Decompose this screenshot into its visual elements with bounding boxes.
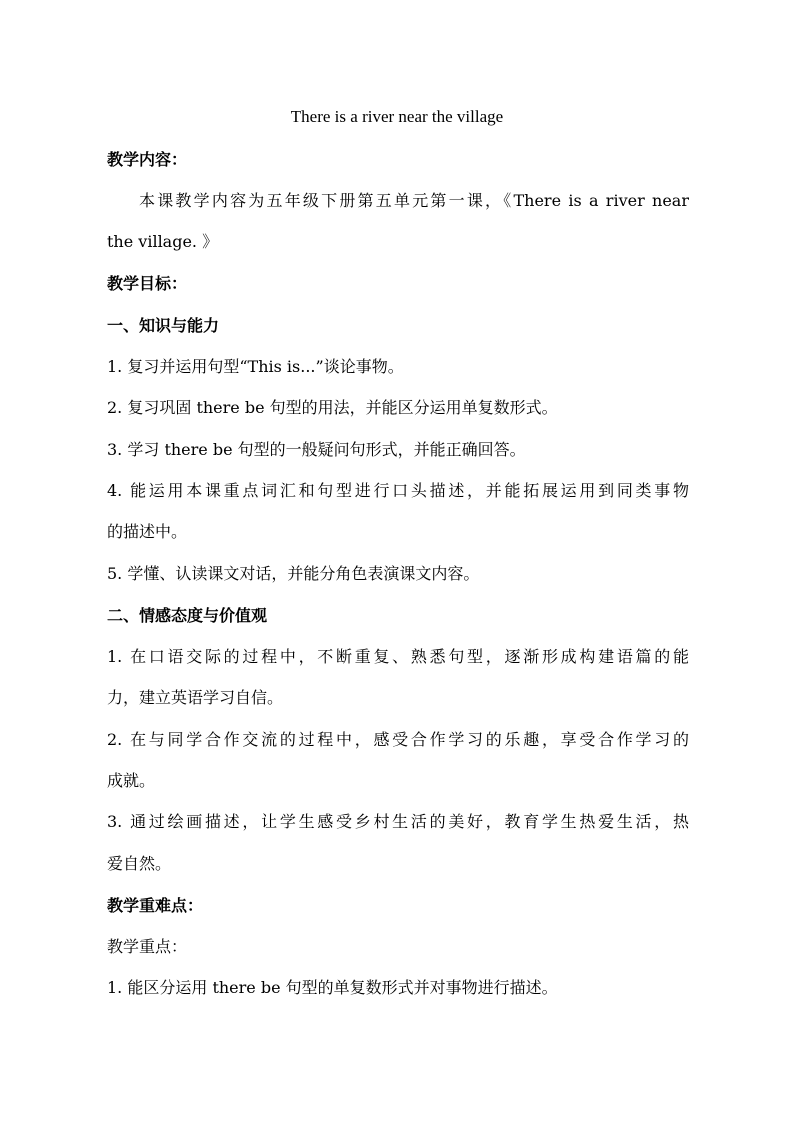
document-title: There is a river near the village [290,107,504,126]
paragraph-content-line-2: the village. 》 [107,232,219,251]
subheading-key-points: 教学重点： [107,937,188,956]
goal-item-3: 3. 学习 there be 句型的一般疑问句形式，并能正确回答。 [107,440,526,459]
paragraph-content-line-1: 本课教学内容为五年级下册第五单元第一课，《There is a river near [139,191,689,210]
key-point-item-1: 1. 能区分运用 there be 句型的单复数形式并对事物进行描述。 [107,978,558,997]
heading-teaching-content: 教学内容： [107,150,188,169]
goal-item-2: 2. 复习巩固 there be 句型的用法，并能区分运用单复数形式。 [107,398,558,417]
value-item-3-line-1: 3. 通过绘画描述，让学生感受乡村生活的美好，教育学生热爱生活，热 [107,812,689,831]
value-item-2-line-1: 2. 在与同学合作交流的过程中，感受合作学习的乐趣，享受合作学习的 [107,730,689,749]
heading-key-difficult-points: 教学重难点： [107,896,204,915]
value-item-1-line-2: 力，建立英语学习自信。 [107,688,284,707]
value-item-1-line-1: 1. 在口语交际的过程中，不断重复、熟悉句型，逐渐形成构建语篇的能 [107,647,689,666]
heading-teaching-goals: 教学目标： [107,274,188,293]
goal-item-4-line-2: 的描述中。 [107,522,188,541]
goal-item-4-line-1: 4. 能运用本课重点词汇和句型进行口头描述，并能拓展运用到同类事物 [107,481,689,500]
value-item-2-line-2: 成就。 [107,771,156,790]
goal-item-1: 1. 复习并运用句型“This is...”谈论事物。 [107,357,404,376]
goal-item-5: 5. 学懂、认读课文对话，并能分角色表演课文内容。 [107,564,480,583]
value-item-3-line-2: 爱自然。 [107,854,172,873]
subheading-knowledge-ability: 一、知识与能力 [107,316,220,335]
subheading-emotion-values: 二、情感态度与价值观 [107,606,268,625]
